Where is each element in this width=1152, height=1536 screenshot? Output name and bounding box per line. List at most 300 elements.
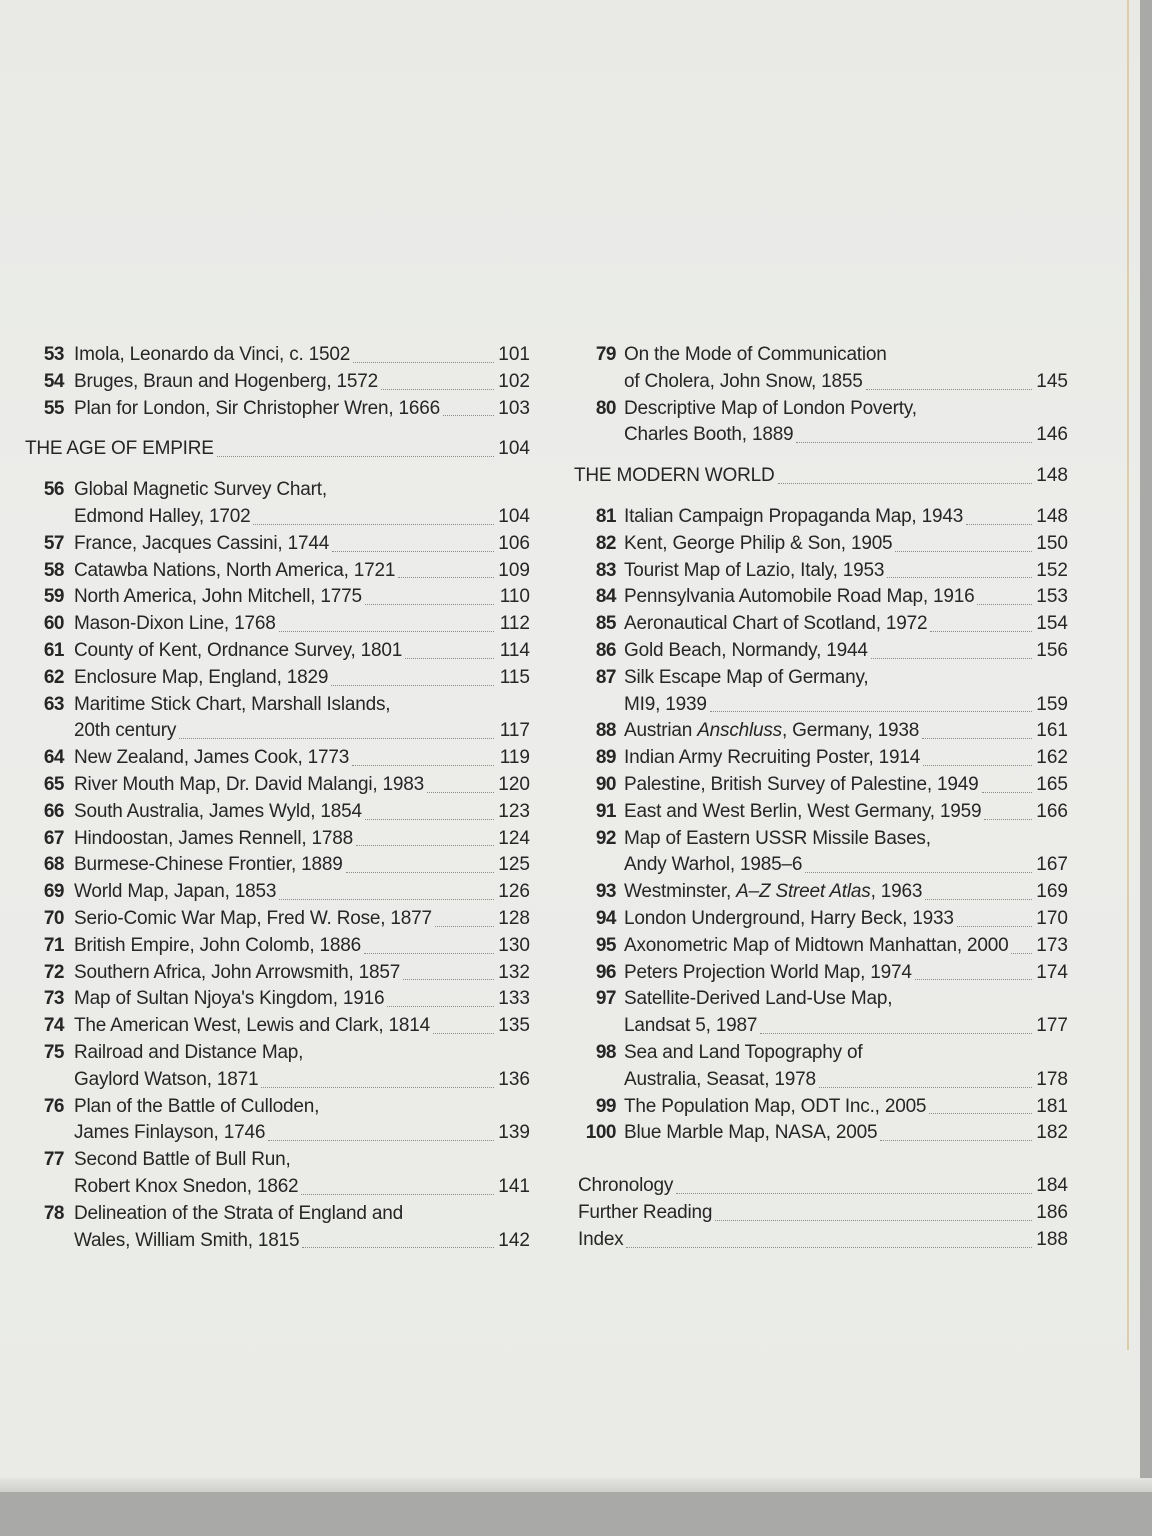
page-number: 123 [498, 800, 530, 822]
dot-leader [364, 952, 494, 954]
entry-title: River Mouth Map, Dr. David Malangi, 1983 [74, 773, 424, 795]
entry-title-line [624, 558, 1068, 585]
entry-number: 69 [43, 881, 64, 903]
toc-entry[interactable] [560, 906, 1080, 933]
toc-entry[interactable] [0, 772, 540, 799]
section-heading[interactable] [0, 436, 540, 463]
toc-entry[interactable] [0, 986, 540, 1013]
toc-entry[interactable] [0, 799, 540, 826]
toc-entry[interactable] [560, 638, 1080, 665]
page-number: 115 [499, 666, 530, 688]
entry-title-line [624, 638, 1068, 665]
entry-number: 53 [43, 344, 64, 365]
entry-title-cont: Gaylord Watson, 1871 [74, 1068, 259, 1090]
dot-leader [279, 898, 494, 900]
toc-entry-continuation [0, 1067, 540, 1094]
dot-leader [405, 657, 494, 659]
page-number: 167 [1036, 854, 1068, 876]
page-number: 101 [498, 344, 530, 365]
dot-leader [715, 1219, 1032, 1221]
dot-leader [217, 455, 494, 457]
entry-number: 62 [43, 666, 64, 688]
back-matter-line [578, 1173, 1068, 1200]
page-number: 154 [1036, 613, 1068, 635]
toc-entry-continuation [560, 852, 1080, 879]
back-matter-line [578, 1200, 1068, 1227]
page-number: 178 [1036, 1068, 1068, 1090]
toc-entry[interactable] [0, 638, 540, 665]
back-matter-line [578, 1227, 1068, 1254]
page-number: 181 [1036, 1095, 1068, 1117]
page-number: 136 [498, 1068, 530, 1090]
section-title-line [574, 463, 1068, 490]
page-number: 170 [1036, 907, 1068, 929]
dot-leader [915, 978, 1032, 980]
entry-title-line [74, 584, 530, 611]
entry-number: 72 [43, 961, 64, 983]
dot-leader [365, 603, 494, 605]
entry-title: Plan of the Battle of Culloden, [74, 1095, 320, 1117]
dot-leader [626, 1246, 1032, 1248]
page-number: 119 [499, 747, 530, 769]
entry-number: 89 [595, 747, 616, 769]
page-number: 106 [498, 532, 530, 554]
page-number: 125 [498, 854, 530, 876]
page-number: 117 [499, 720, 530, 742]
entry-number: 76 [43, 1095, 64, 1117]
toc-entry-continuation [0, 1174, 540, 1201]
entry-title: France, Jacques Cassini, 1744 [74, 532, 330, 554]
entry-title-cont: of Cholera, John Snow, 1855 [624, 370, 863, 392]
entry-number: 70 [43, 907, 64, 929]
dot-leader [925, 898, 1032, 900]
page-number: 146 [1036, 424, 1068, 446]
dot-leader [923, 764, 1032, 766]
toc-entry[interactable] [560, 1094, 1080, 1121]
entry-number: 77 [43, 1149, 64, 1171]
dot-leader [676, 1192, 1032, 1194]
entry-title: Palestine, British Survey of Palestine, 1949 [624, 773, 979, 795]
entry-title-line [624, 504, 1068, 531]
entry-title-cont: Robert Knox Snedon, 1862 [74, 1175, 299, 1197]
entry-number: 98 [595, 1041, 616, 1063]
entry-title-line [74, 342, 530, 369]
section-heading[interactable] [560, 463, 1080, 490]
entry-title: London Underground, Harry Beck, 1933 [624, 907, 954, 929]
entry-title-line [624, 531, 1068, 558]
dot-leader [365, 818, 494, 820]
dot-leader [398, 576, 494, 578]
entry-title: Enclosure Map, England, 1829 [74, 666, 329, 688]
entry-title-cont: Wales, William Smith, 1815 [74, 1229, 300, 1251]
page-number: 188 [1036, 1228, 1068, 1250]
entry-title-line [74, 1228, 530, 1255]
entry-title-line [74, 718, 530, 745]
page-number: 135 [498, 1015, 530, 1037]
toc-entry[interactable] [0, 342, 540, 369]
page-number: 184 [1036, 1175, 1068, 1197]
toc-entry[interactable] [0, 665, 540, 692]
entry-number: 54 [43, 370, 64, 392]
entry-title-line [624, 369, 1068, 396]
toc-entry[interactable] [0, 611, 540, 638]
entry-title-line [74, 1013, 530, 1040]
page-number: 120 [498, 773, 530, 795]
dot-leader [966, 523, 1032, 525]
toc-entry[interactable] [560, 396, 1080, 423]
page-number: 177 [1036, 1015, 1068, 1037]
entry-title: British Empire, John Colomb, 1886 [74, 934, 361, 956]
toc-entry-continuation [560, 1013, 1080, 1040]
toc-entry[interactable] [0, 369, 540, 396]
page-number: 152 [1036, 559, 1068, 581]
toc-entry-continuation [560, 692, 1080, 719]
entry-title-line [74, 558, 530, 585]
entry-title-line [624, 692, 1068, 719]
toc-entry[interactable] [560, 799, 1080, 826]
entry-title: Tourist Map of Lazio, Italy, 1953 [624, 559, 885, 581]
entry-title-cont: Australia, Seasat, 1978 [624, 1068, 816, 1090]
entry-title-line [624, 852, 1068, 879]
spacer [560, 449, 1080, 463]
entry-title: Blue Marble Map, NASA, 2005 [624, 1122, 878, 1144]
page-number: 114 [499, 639, 530, 661]
entry-title-line [624, 960, 1068, 987]
toc-entry[interactable] [0, 852, 540, 879]
page-number: 166 [1036, 800, 1068, 822]
entry-title: Plan for London, Sir Christopher Wren, 1666 [74, 397, 440, 419]
toc-entry[interactable] [0, 1201, 540, 1228]
entry-number: 57 [43, 532, 64, 554]
entry-number: 65 [43, 773, 64, 795]
entry-title-line [74, 933, 530, 960]
dot-leader [930, 630, 1032, 632]
toc-entry-continuation [560, 422, 1080, 449]
entry-title-line [74, 906, 530, 933]
dot-leader [279, 630, 494, 632]
toc-entry[interactable] [560, 986, 1080, 1013]
toc-entry[interactable] [560, 342, 1080, 369]
entry-title: Global Magnetic Survey Chart, [74, 479, 327, 501]
toc-entry[interactable] [560, 584, 1080, 611]
back-matter-entry[interactable] [560, 1173, 1080, 1200]
entry-title: The Population Map, ODT Inc., 2005 [624, 1095, 927, 1117]
dot-leader [332, 550, 494, 552]
toc-entry-continuation [560, 1067, 1080, 1094]
page-number: 109 [498, 559, 530, 581]
page-number: 130 [498, 934, 530, 956]
dot-leader [331, 684, 494, 686]
toc-entry[interactable] [560, 504, 1080, 531]
entry-title-line [74, 369, 530, 396]
entry-title-line [624, 933, 1068, 960]
dot-leader [778, 482, 1032, 484]
toc-entry[interactable] [0, 879, 540, 906]
entry-title-line [74, 531, 530, 558]
entry-title: Map of Eastern USSR Missile Bases, [624, 827, 931, 849]
page-number: 102 [498, 370, 530, 392]
entry-number: 88 [595, 720, 616, 742]
page-number: 169 [1036, 881, 1068, 903]
toc-entry[interactable] [0, 1013, 540, 1040]
dot-leader [871, 657, 1032, 659]
dot-leader [710, 710, 1032, 712]
entry-title: Bruges, Braun and Hogenberg, 1572 [74, 370, 378, 392]
entry-title: East and West Berlin, West Germany, 1959 [624, 800, 982, 822]
entry-title: Axonometric Map of Midtown Manhattan, 2000 [624, 934, 1009, 956]
entry-number: 81 [595, 505, 616, 527]
page-number: 148 [1036, 505, 1068, 527]
entry-title-cont: Charles Booth, 1889 [624, 424, 794, 446]
page-number: 139 [498, 1122, 530, 1144]
entry-title-line [74, 611, 530, 638]
entry-title: Southern Africa, John Arrowsmith, 1857 [74, 961, 401, 983]
toc-entry[interactable] [0, 477, 540, 504]
entry-title-line [624, 584, 1068, 611]
entry-title-cont: James Finlayson, 1746 [74, 1122, 266, 1144]
page-number: 133 [498, 988, 530, 1010]
toc-left-column [0, 342, 540, 1254]
entry-title: Descriptive Map of London Poverty, [624, 397, 917, 419]
entry-title: Silk Escape Map of Germany, [624, 666, 869, 688]
toc-entry[interactable] [560, 558, 1080, 585]
page-number: 132 [498, 961, 530, 983]
entry-title-line [624, 1120, 1068, 1147]
toc-entry[interactable] [560, 665, 1080, 692]
dot-leader [268, 1139, 494, 1141]
toc-entry[interactable] [0, 960, 540, 987]
entry-title: Pennsylvania Automobile Road Map, 1916 [624, 586, 975, 608]
entry-title-line [624, 879, 1068, 906]
toc-entry[interactable] [0, 692, 540, 719]
entry-title: Burmese-Chinese Frontier, 1889 [74, 854, 343, 876]
entry-title: Mason-Dixon Line, 1768 [74, 613, 276, 635]
entry-title: Catawba Nations, North America, 1721 [74, 559, 396, 581]
toc-entry[interactable] [0, 531, 540, 558]
toc-entry[interactable] [560, 611, 1080, 638]
entry-number: 87 [595, 666, 616, 688]
spacer [560, 490, 1080, 504]
toc-entry[interactable] [560, 879, 1080, 906]
back-matter-entry[interactable] [560, 1200, 1080, 1227]
back-matter-title: Chronology [578, 1175, 674, 1197]
toc-entry[interactable] [0, 906, 540, 933]
entry-number: 75 [43, 1041, 64, 1063]
entry-number: 71 [43, 934, 64, 956]
toc-entry[interactable] [0, 1040, 540, 1067]
entry-title: Imola, Leonardo da Vinci, c. 1502 [74, 344, 351, 365]
entry-title: County of Kent, Ordnance Survey, 1801 [74, 639, 403, 661]
entry-number: 92 [595, 827, 616, 849]
toc-entry-continuation [0, 1228, 540, 1255]
page-number: 145 [1036, 370, 1068, 392]
dot-leader [387, 1005, 494, 1007]
toc-entry[interactable] [560, 718, 1080, 745]
entry-title: Serio-Comic War Map, Fred W. Rose, 1877 [74, 907, 432, 929]
entry-number: 68 [43, 854, 64, 876]
spacer [0, 422, 540, 436]
entry-number: 82 [595, 532, 616, 554]
entry-number: 66 [43, 800, 64, 822]
page-number: 153 [1036, 586, 1068, 608]
page-number: 141 [498, 1175, 530, 1197]
page-number: 182 [1036, 1122, 1068, 1144]
toc-entry[interactable] [560, 745, 1080, 772]
entry-title: South Australia, James Wyld, 1854 [74, 800, 362, 822]
dot-leader [929, 1112, 1032, 1114]
entry-number: 100 [585, 1122, 616, 1144]
entry-number: 60 [43, 613, 64, 635]
page-number: 150 [1036, 532, 1068, 554]
toc-entry[interactable] [560, 933, 1080, 960]
entry-title-line [74, 799, 530, 826]
entry-title-line [74, 772, 530, 799]
entry-title-line [74, 1120, 530, 1147]
entry-title: Hindoostan, James Rennell, 1788 [74, 827, 353, 849]
entry-title-cont: Landsat 5, 1987 [624, 1015, 758, 1037]
section-title: THE MODERN WORLD [574, 465, 775, 487]
entry-title: Gold Beach, Normandy, 1944 [624, 639, 868, 661]
entry-title: Austrian Anschluss, Germany, 1938 [624, 720, 920, 742]
dot-leader [887, 576, 1032, 578]
page-number: 174 [1036, 961, 1068, 983]
toc-entry[interactable] [560, 1040, 1080, 1067]
section-title: THE AGE OF EMPIRE [25, 438, 214, 460]
page-number: 112 [499, 613, 530, 635]
entry-title-cont: 20th century [74, 720, 177, 742]
entry-number: 84 [595, 586, 616, 608]
toc-entry[interactable] [0, 826, 540, 853]
back-matter-entry[interactable] [560, 1227, 1080, 1254]
toc-entry[interactable] [0, 1094, 540, 1121]
entry-number: 61 [43, 639, 64, 661]
dot-leader [819, 1086, 1032, 1088]
dot-leader [443, 414, 494, 416]
dot-leader [977, 603, 1032, 605]
entry-title-line [74, 826, 530, 853]
entry-number: 95 [595, 934, 616, 956]
entry-title: Sea and Land Topography of [624, 1041, 863, 1063]
entry-title-cont: Edmond Halley, 1702 [74, 505, 251, 527]
dot-leader [957, 925, 1032, 927]
dot-leader [984, 818, 1032, 820]
page-number: 110 [499, 586, 530, 608]
dot-leader [895, 550, 1032, 552]
toc-entry[interactable] [0, 558, 540, 585]
entry-title: Peters Projection World Map, 1974 [624, 961, 912, 983]
entry-title: Indian Army Recruiting Poster, 1914 [624, 747, 921, 769]
toc-entry[interactable] [560, 826, 1080, 853]
entry-number: 83 [595, 559, 616, 581]
entry-number: 90 [595, 773, 616, 795]
dot-leader [760, 1032, 1032, 1034]
entry-title-line [624, 906, 1068, 933]
entry-title-italic: Anschluss [697, 720, 782, 742]
entry-number: 58 [43, 559, 64, 581]
dot-leader [922, 737, 1032, 739]
entry-title: Delineation of the Strata of England and [74, 1202, 403, 1224]
entry-title-line [624, 1094, 1068, 1121]
dot-leader [346, 871, 494, 873]
spacer [560, 1147, 1080, 1173]
dot-leader [261, 1086, 494, 1088]
entry-title: Kent, George Philip & Son, 1905 [624, 532, 893, 554]
entry-title: North America, John Mitchell, 1775 [74, 586, 362, 608]
dot-leader [880, 1139, 1032, 1141]
dot-leader [352, 764, 494, 766]
dot-leader [301, 1193, 494, 1195]
entry-title-line [74, 960, 530, 987]
entry-number: 79 [595, 344, 616, 365]
spacer [0, 463, 540, 477]
entry-number: 63 [43, 693, 64, 715]
page-number: 148 [1036, 465, 1068, 487]
entry-number: 91 [595, 800, 616, 822]
entry-title: Westminster, A–Z Street Atlas, 1963 [624, 881, 923, 903]
page-number: 162 [1036, 747, 1068, 769]
entry-number: 80 [595, 397, 616, 419]
entry-title-line [74, 504, 530, 531]
toc-entry[interactable] [560, 1120, 1080, 1147]
page-number: 103 [498, 397, 530, 419]
entry-number: 64 [43, 747, 64, 769]
toc-entry[interactable] [0, 933, 540, 960]
dot-leader [866, 388, 1032, 390]
entry-title-line [74, 879, 530, 906]
dot-leader [433, 1032, 494, 1034]
entry-title-line [624, 422, 1068, 449]
page-bottom-shadow [0, 1478, 1152, 1492]
entry-title: Satellite-Derived Land-Use Map, [624, 988, 893, 1010]
entry-title: Map of Sultan Njoya's Kingdom, 1916 [74, 988, 385, 1010]
page-edge [1127, 0, 1129, 1350]
page-number: 156 [1036, 639, 1068, 661]
toc-entry[interactable] [560, 960, 1080, 987]
entry-number: 96 [595, 961, 616, 983]
entry-title-cont: MI9, 1939 [624, 693, 707, 715]
entry-title: World Map, Japan, 1853 [74, 881, 277, 903]
dot-leader [253, 523, 494, 525]
entry-number: 56 [43, 479, 64, 501]
dot-leader [179, 737, 494, 739]
entry-title-line [74, 1174, 530, 1201]
dot-leader [427, 791, 494, 793]
dot-leader [356, 844, 494, 846]
toc-entry[interactable] [560, 531, 1080, 558]
entry-title-line [74, 852, 530, 879]
toc-entry[interactable] [0, 396, 540, 423]
toc-entry[interactable] [0, 584, 540, 611]
entry-number: 59 [43, 586, 64, 608]
dot-leader [353, 361, 494, 363]
dot-leader [381, 388, 494, 390]
entry-title: The American West, Lewis and Clark, 1814 [74, 1015, 430, 1037]
toc-entry-continuation [560, 369, 1080, 396]
entry-title: Second Battle of Bull Run, [74, 1149, 291, 1171]
entry-number: 73 [43, 988, 64, 1010]
entry-number: 55 [43, 397, 64, 419]
toc-entry[interactable] [560, 772, 1080, 799]
entry-title-line [74, 638, 530, 665]
entry-title-line [74, 1067, 530, 1094]
entry-title-line [624, 799, 1068, 826]
dot-leader [1011, 952, 1032, 954]
entry-number: 99 [595, 1095, 616, 1117]
entry-title-line [624, 1067, 1068, 1094]
toc-entry[interactable] [0, 1147, 540, 1174]
entry-title-line [624, 745, 1068, 772]
toc-entry[interactable] [0, 745, 540, 772]
